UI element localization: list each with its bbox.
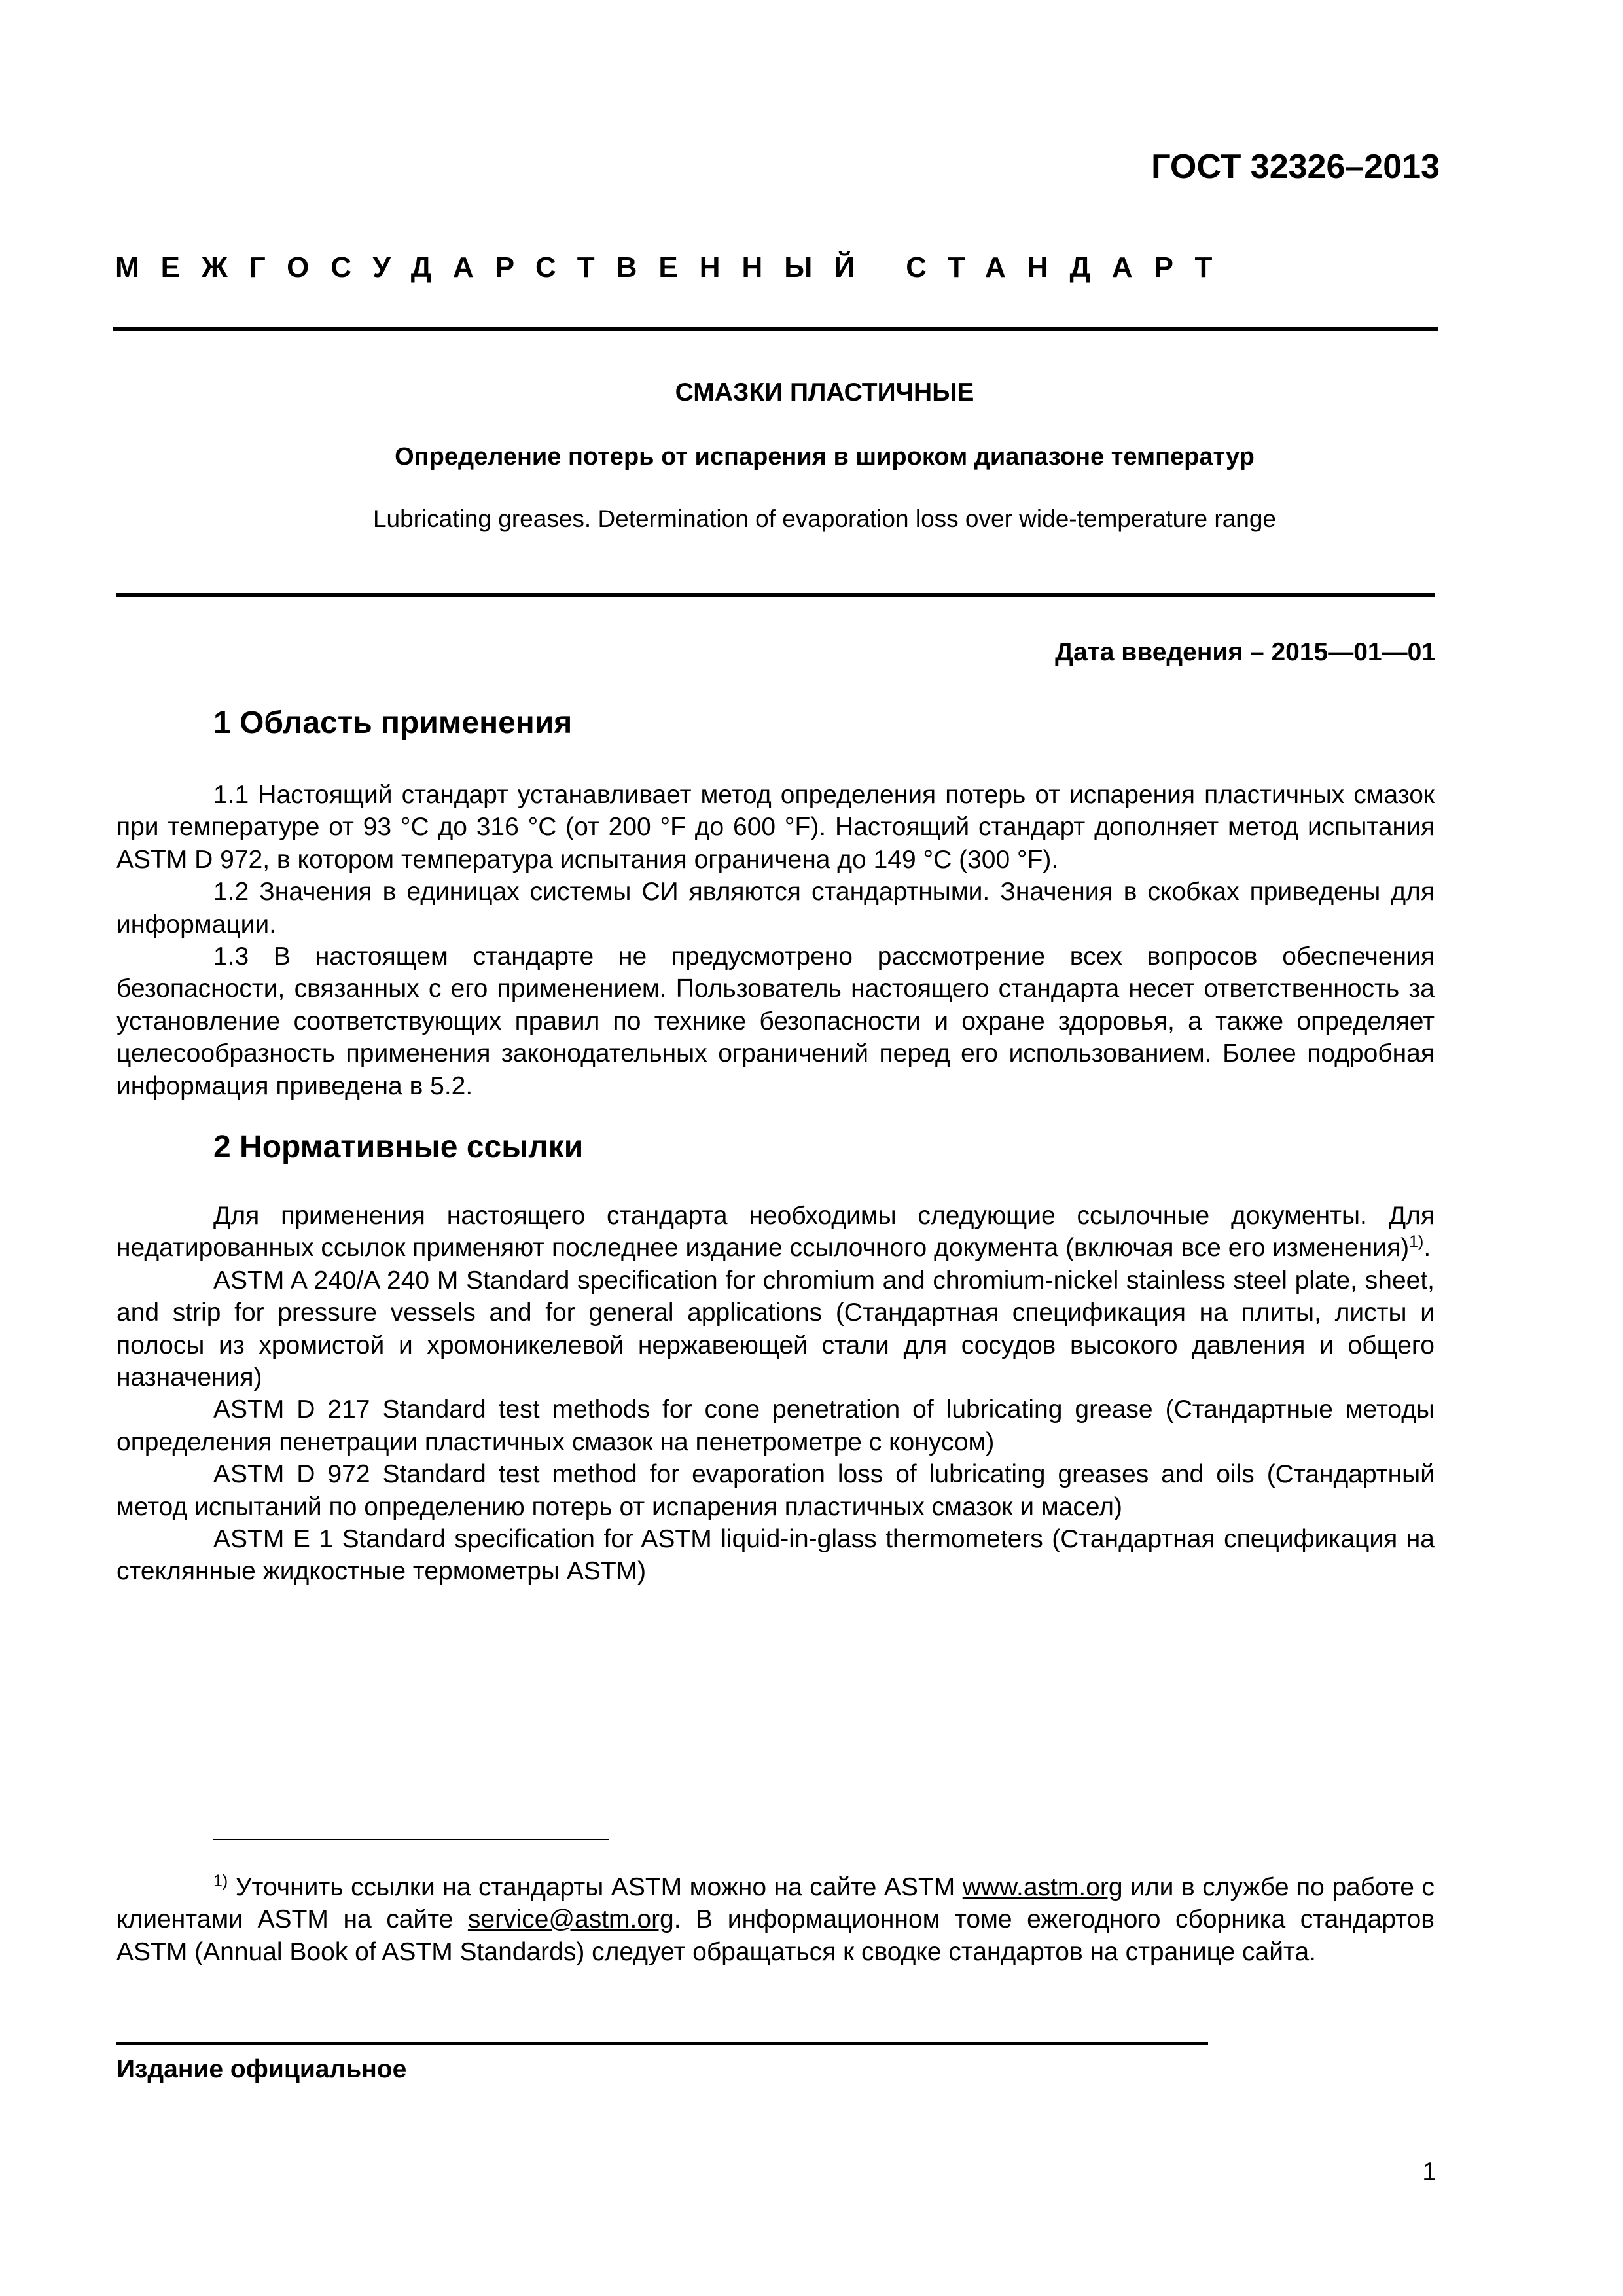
section-1-body [116,779,1435,1102]
footnote-mark: 1) [213,1872,228,1890]
reference-astm-a240: ASTM A 240/A 240 M Standard specification for chromium and chromium-nickel stainless steel plate, sheet, and strip for pressure vessels and for general applications (Стандартная спецификация на плиты, листы и полосы из хромистой и хромоникелевой нержавеющей стали для сосудов высокого давления и общего назначения) [116,1266,1435,1392]
paragraph-1-1: 1.1 Настоящий стандарт устанавливает метод определения потерь от испарения пластичных смазок при температуре от 93 °С до 316 °С (от 200 °F до 600 °F). Настоящий стандарт дополняет метод испытания ASTM D 972, в котором температура испытания ограничена до 149 °С (300 °F). [116,781,1435,874]
footnote-text-part1: Уточнить ссылки на стандарты ASTM можно на сайте ASTM [228,1873,963,1901]
document-title: СМАЗКИ ПЛАСТИЧНЫЕ [675,378,974,406]
reference-astm-d972: ASTM D 972 Standard test method for evaporation loss of lubricating greases and oils (Стандартный метод испытаний по определению потерь от испарения пластичных смазок и масел) [116,1460,1435,1521]
references-intro [116,1200,1435,1265]
english-title: Lubricating greases. Determination of evaporation loss over wide-temperature range [372,505,1277,532]
astm-website-link[interactable]: www.astm.org [962,1873,1123,1901]
footnote [116,1871,1435,1968]
footnote-text [116,1871,1435,1968]
introduction-date: Дата введения – 2015—01—01 [1055,638,1436,666]
section-2-heading: 2 Нормативные ссылки [213,1130,584,1164]
header-rule [113,327,1438,331]
astm-service-email-link[interactable]: service@astm.org [467,1905,674,1934]
references-intro-text: Для применения настоящего стандарта необходимы следующие ссылочные документы. Для недатированных ссылок применяют последнее издание ссылочного документа (включая все его изменения) [116,1202,1435,1263]
document-subtitle: Определение потерь от испарения в широком диапазоне температур [395,443,1255,471]
footnote-text-part3: . В информационном томе ежегодного сборника стандартов ASTM (Annual Book of ASTM Standards) следует обращаться к сводке стандартов на странице сайта. [116,1905,1435,1966]
footnote-reference-mark: 1) [1409,1232,1424,1251]
page-number: 1 [1422,2158,1436,2186]
references-intro-end: . [1423,1234,1431,1263]
interstate-standard-label: МЕЖГОСУДАРСТВЕННЫЙ СТАНДАРТ [115,251,1234,283]
doc-number: ГОСТ 32326–2013 [1151,148,1440,186]
reference-astm-d217: ASTM D 217 Standard test methods for cone penetration of lubricating grease (Стандартные методы определения пенетрации пластичных смазок на пенетрометре с конусом) [116,1395,1435,1456]
reference-astm-e1: ASTM E 1 Standard specification for ASTM liquid-in-glass thermometers (Стандартная спецификация на стеклянные жидкостные термометры ASTM) [116,1525,1435,1586]
section-2-body [116,1200,1435,1588]
footnote-text-part2: или в службе по работе с клиентами ASTM на сайте [116,1873,1435,1934]
paragraph-1-3: 1.3 В настоящем стандарте не предусмотрено рассмотрение всех вопросов обеспечения безопасности, связанных с его применением. Пользователь настоящего стандарта несет ответственность за установление соответствующих правил по технике безопасности и охране здоровья, а также определяет целесообразность применения законодательных ограничений перед его использованием. Более подробная информация приведена в 5.2. [116,942,1435,1100]
edition-rule [116,2042,1208,2045]
footnote-separator [213,1839,609,1840]
section-1-heading: 1 Область применения [213,706,573,740]
title-rule [116,593,1435,597]
official-edition-label: Издание официальное [116,2055,407,2083]
paragraph-1-2: 1.2 Значения в единицах системы СИ являются стандартными. Значения в скобках приведены для информации. [116,878,1435,939]
